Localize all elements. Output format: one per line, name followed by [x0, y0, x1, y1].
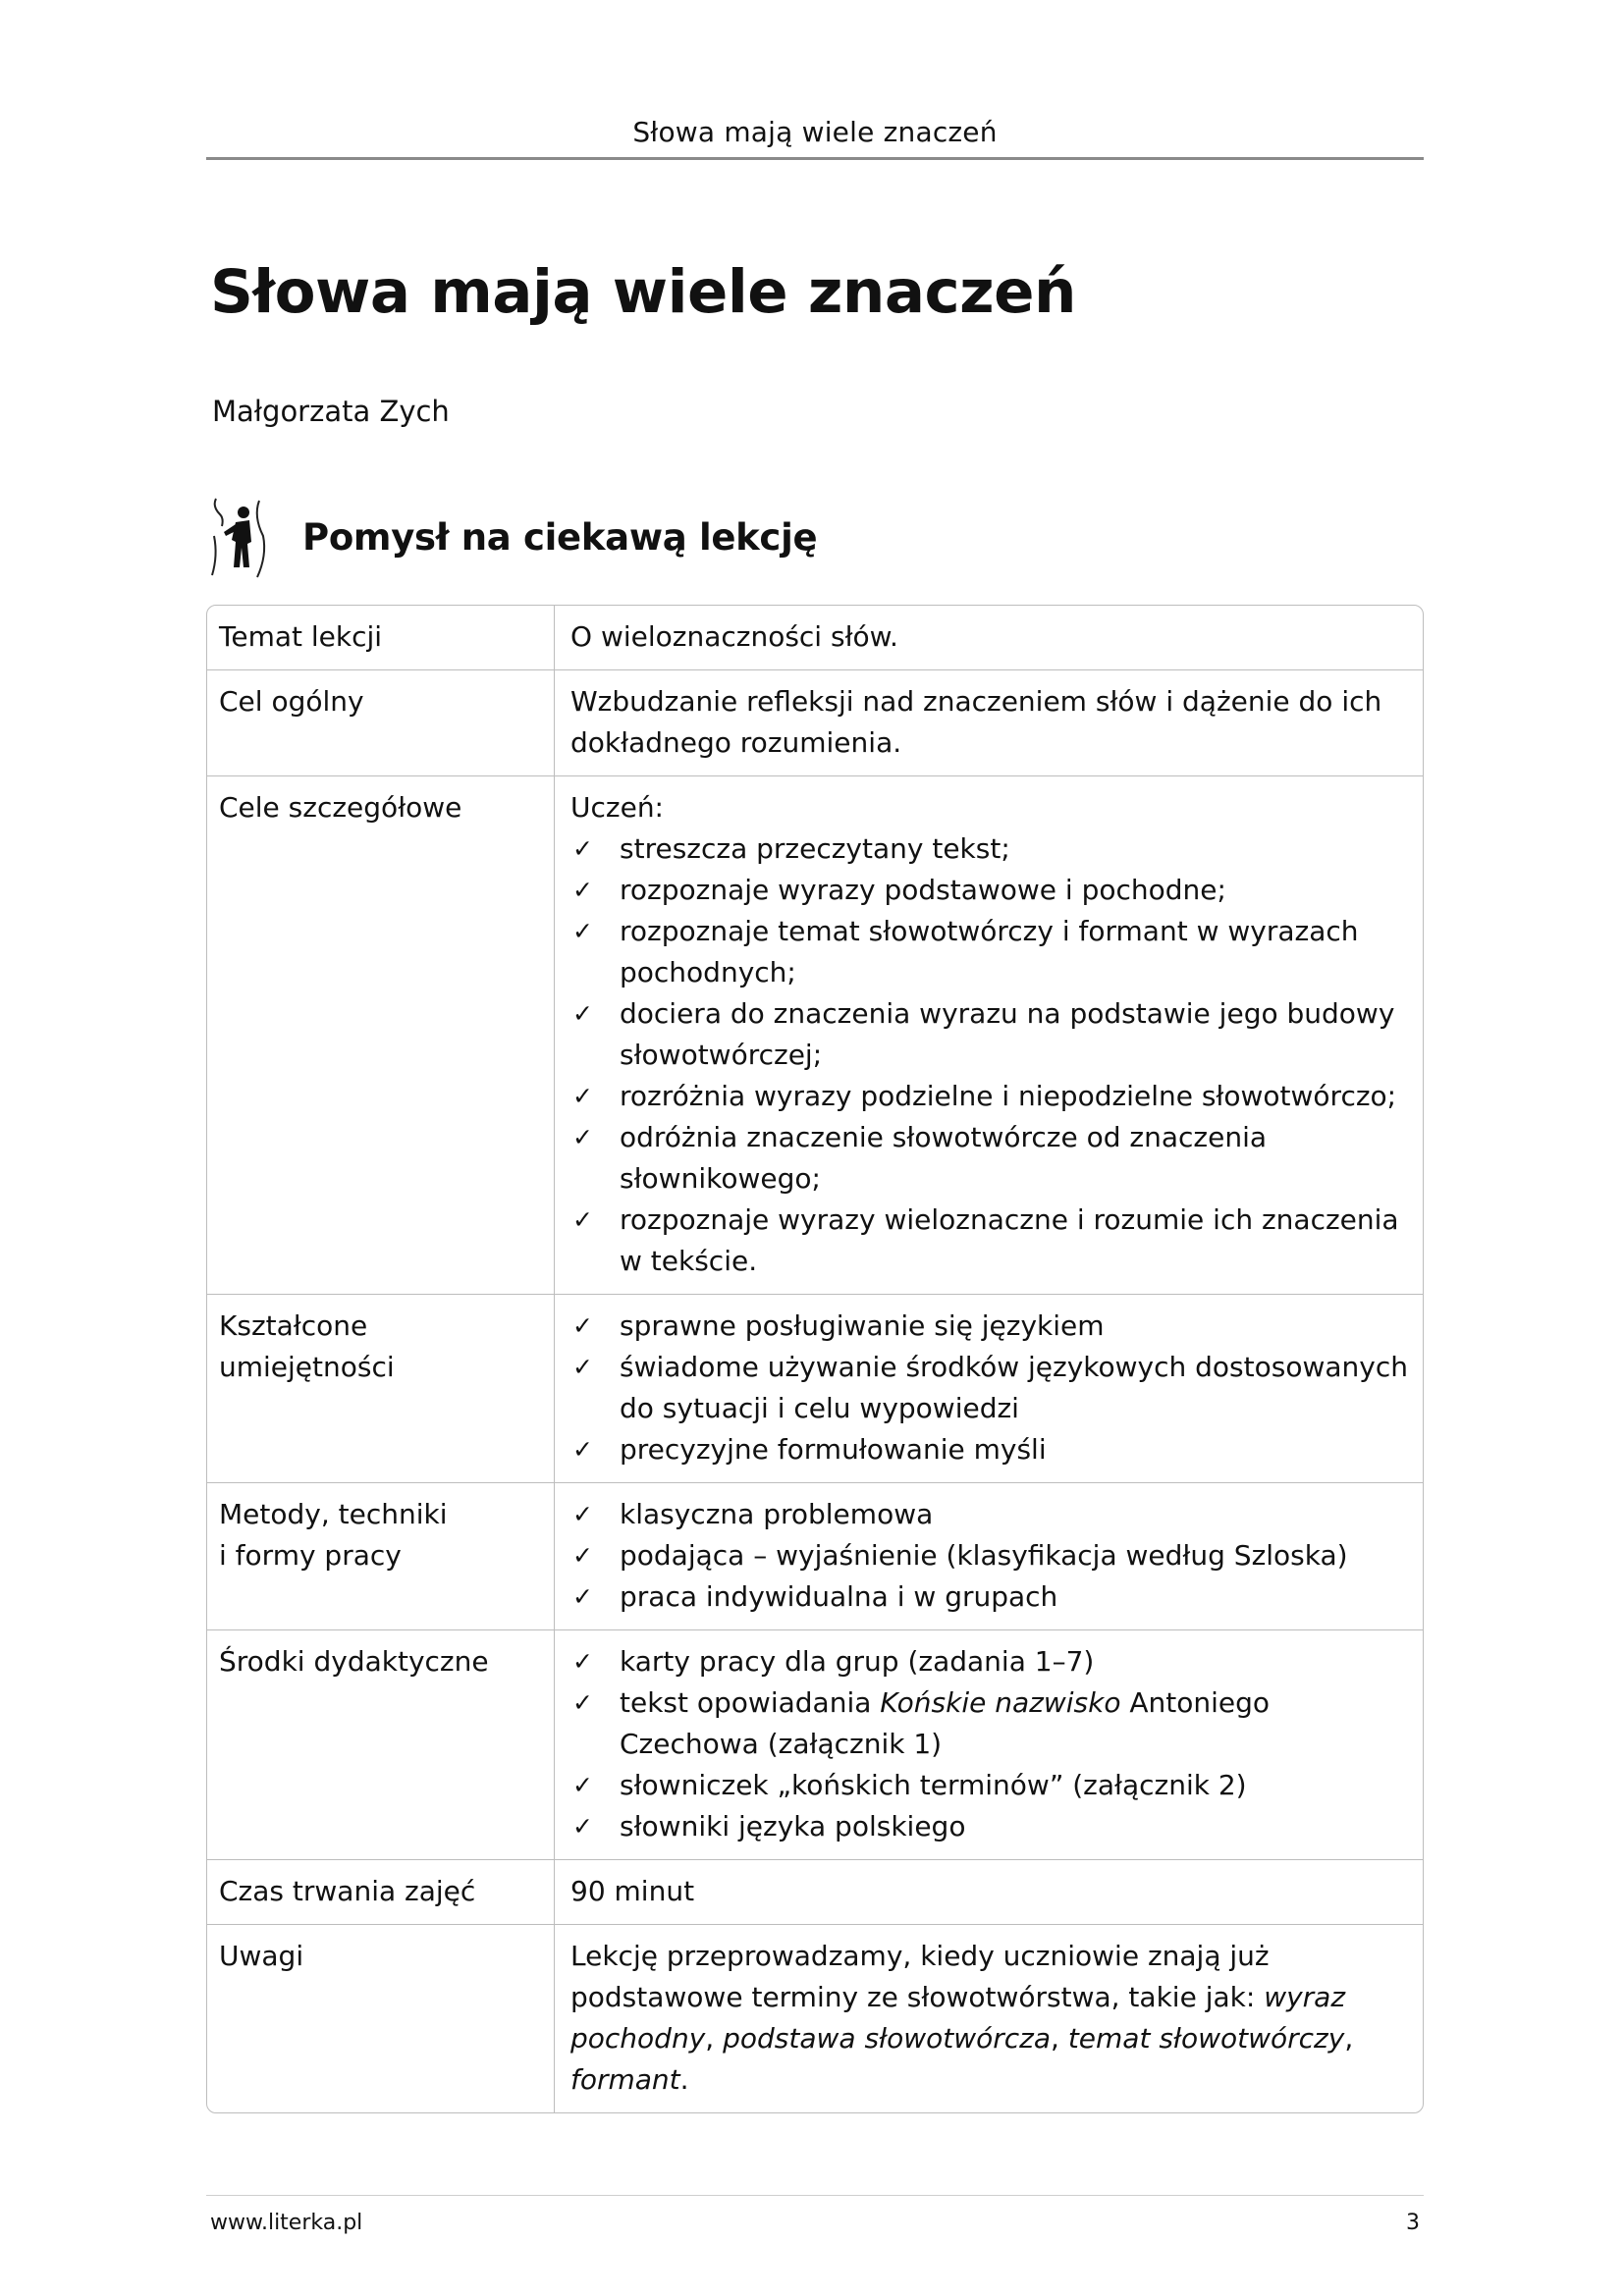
row-value: Wzbudzanie refleksji nad znaczeniem słów i dążenie do ich dokładnego rozumienia. [570, 685, 1382, 759]
list-item: ✓ streszcza przeczytany tekst; [570, 828, 1413, 870]
check-list [570, 1494, 1413, 1618]
checkmark-icon: ✓ [572, 1647, 593, 1676]
list-item: ✓ tekst opowiadania Końskie nazwisko Antoniego Czechowa (załącznik 1) [570, 1682, 1413, 1765]
list-item: ✓ klasyczna problemowa [570, 1494, 1413, 1535]
row-label: Kształcone umiejętności [207, 1295, 555, 1482]
header-divider [206, 157, 1424, 160]
checkmark-icon: ✓ [572, 1205, 593, 1234]
row-value: Lekcję przeprowadzamy, kiedy uczniowie znają już podstawowe terminy ze słowotwórstwa, takie jak: wyraz pochodny, podstawa słowotwórcza, temat słowotwórczy, formant. [570, 1940, 1354, 2096]
checkmark-icon: ✓ [572, 1435, 593, 1464]
list-item: ✓ odróżnia znaczenie słowotwórcze od znaczenia słownikowego; [570, 1117, 1413, 1200]
checkmark-icon: ✓ [572, 1771, 593, 1799]
table-row [207, 1859, 1423, 1924]
list-item: ✓ dociera do znaczenia wyrazu na podstawie jego budowy słowotwórczej; [570, 993, 1413, 1076]
footer-divider [206, 2195, 1424, 2196]
row-label: Czas trwania zajęć [207, 1860, 555, 1924]
row-label: Uwagi [207, 1925, 555, 2112]
checkmark-icon: ✓ [572, 1353, 593, 1381]
list-item: ✓ podająca – wyjaśnienie (klasyfikacja według Szloska) [570, 1535, 1413, 1576]
page-number: 3 [1406, 2211, 1420, 2235]
checkmark-icon: ✓ [572, 1082, 593, 1110]
table-row [207, 775, 1423, 1294]
checkmark-icon: ✓ [572, 1688, 593, 1717]
list-item: ✓ praca indywidualna i w grupach [570, 1576, 1413, 1618]
row-value: 90 minut [570, 1875, 695, 1907]
checkmark-icon: ✓ [572, 999, 593, 1028]
checkmark-icon: ✓ [572, 1500, 593, 1528]
checkmark-icon: ✓ [572, 1582, 593, 1611]
section-title: Pomysł na ciekawą lekcję [302, 516, 818, 559]
footer-url: www.literka.pl [210, 2211, 363, 2235]
table-row [207, 606, 1423, 669]
checkmark-icon: ✓ [572, 917, 593, 945]
checkmark-icon: ✓ [572, 1541, 593, 1570]
lesson-plan-table [206, 605, 1424, 2113]
table-row [207, 669, 1423, 775]
author-name: Małgorzata Zych [212, 395, 450, 428]
row-label: Środki dydaktyczne [207, 1630, 555, 1859]
table-row [207, 1482, 1423, 1629]
list-item: ✓ rozpoznaje temat słowotwórczy i formant w wyrazach pochodnych; [570, 911, 1413, 993]
row-value [555, 1630, 1423, 1859]
table-row [207, 1629, 1423, 1859]
check-list [570, 1306, 1413, 1470]
row-value: O wieloznaczności słów. [570, 620, 898, 653]
row-value [555, 1295, 1423, 1482]
checkmark-icon: ✓ [572, 876, 593, 904]
list-intro: Uczeń: [570, 791, 664, 824]
list-item: ✓ rozpoznaje wyrazy podstawowe i pochodne; [570, 870, 1413, 911]
document-title: Słowa mają wiele znaczeń [210, 257, 1076, 327]
checkmark-icon: ✓ [572, 1812, 593, 1841]
figure-with-lines-icon [210, 497, 269, 579]
list-item: ✓ rozróżnia wyrazy podzielne i niepodzielne słowotwórczo; [570, 1076, 1413, 1117]
table-row [207, 1294, 1423, 1482]
row-label: Cele szczegółowe [207, 776, 555, 1294]
list-item: ✓ rozpoznaje wyrazy wieloznaczne i rozumie ich znaczenia w tekście. [570, 1200, 1413, 1282]
list-item: ✓ słowniczek „końskich terminów” (załącznik 2) [570, 1765, 1413, 1806]
row-value [555, 776, 1423, 1294]
table-row [207, 1924, 1423, 2112]
row-label: Temat lekcji [207, 606, 555, 669]
check-list [570, 1641, 1413, 1847]
row-value [555, 1483, 1423, 1629]
row-label: Metody, techniki i formy pracy [207, 1483, 555, 1629]
list-item: ✓ sprawne posługiwanie się językiem [570, 1306, 1413, 1347]
list-item: ✓ świadome używanie środków językowych dostosowanych do sytuacji i celu wypowiedzi [570, 1347, 1413, 1429]
checkmark-icon: ✓ [572, 834, 593, 863]
checkmark-icon: ✓ [572, 1311, 593, 1340]
running-header: Słowa mają wiele znaczeń [632, 116, 998, 148]
list-item: ✓ słowniki języka polskiego [570, 1806, 1413, 1847]
check-list [570, 828, 1413, 1282]
checkmark-icon: ✓ [572, 1123, 593, 1151]
row-label: Cel ogólny [207, 670, 555, 775]
list-item: ✓ precyzyjne formułowanie myśli [570, 1429, 1413, 1470]
list-item: ✓ karty pracy dla grup (zadania 1–7) [570, 1641, 1413, 1682]
